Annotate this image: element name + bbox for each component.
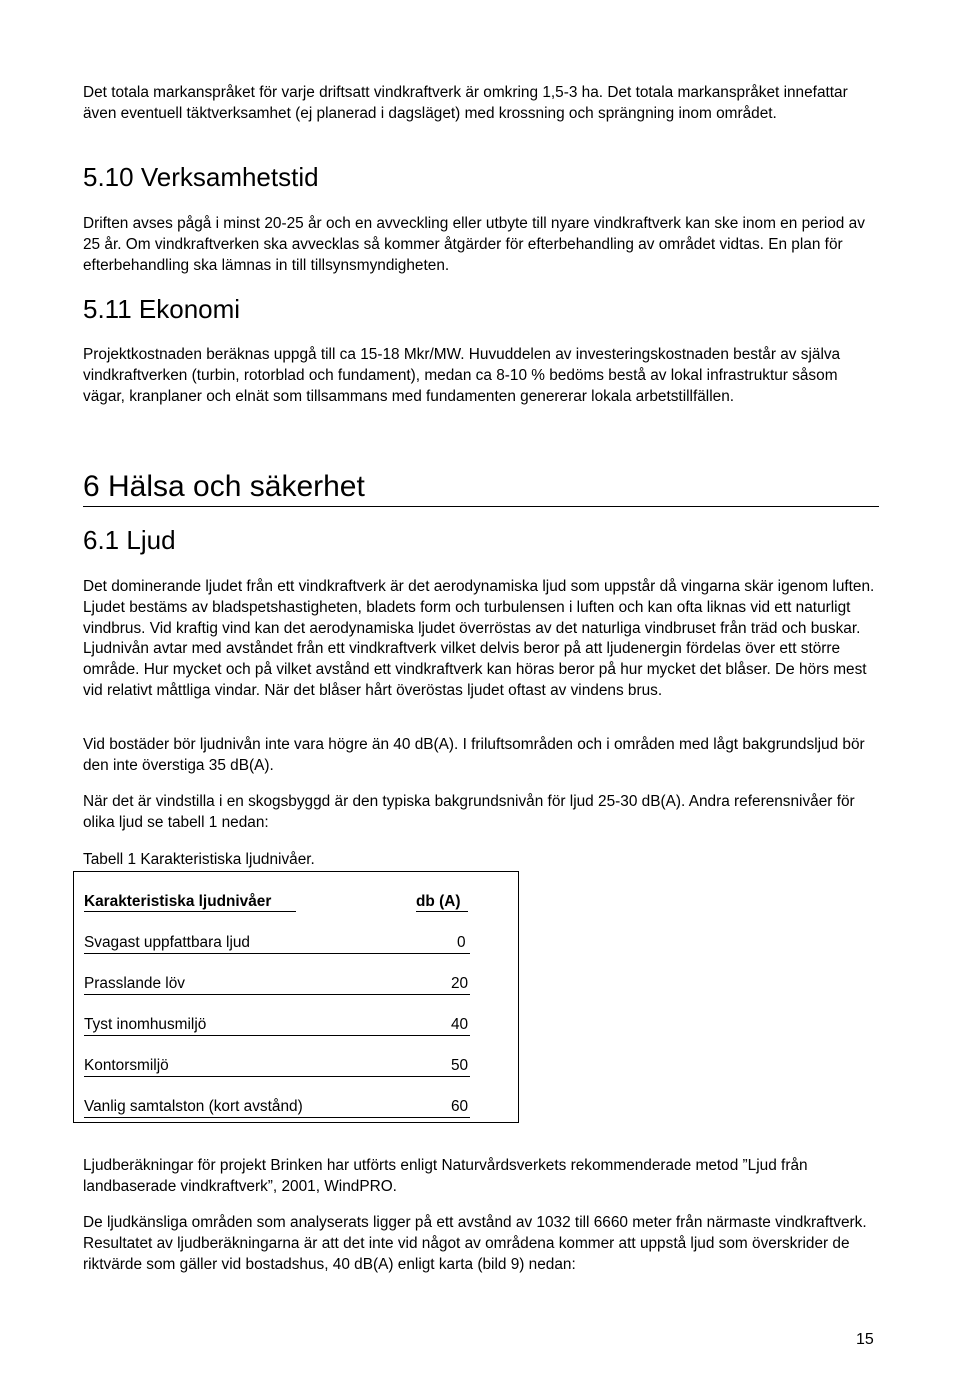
intro-paragraph: Det totala markanspråket för varje driftsatt vindkraftverk är omkring 1,5-3 ha. Det totala markanspråket innefattar även eventuell täktverksamhet (ej planerad i dagsläget) med krossning och sprängning inom området.: [83, 84, 848, 122]
table-row-label: Tyst inomhusmiljö: [84, 1016, 207, 1033]
table-row-label: Prasslande löv: [84, 975, 185, 992]
paragraph-5-11: Projektkostnaden beräknas uppgå till ca 15-18 Mkr/MW. Huvuddelen av investeringskostnaden består av själva vindkraftverken (turbin, rotorblad och fundament), medan ca 8-10 % bedöms bestå av lokal infrastruktur såsom vägar, kranplaner och elnät som tillsammans med fundamenten genererar lokala arbetstillfällen.: [83, 346, 841, 405]
table-row-value: 20: [451, 975, 469, 992]
paragraph-5-10: Driften avses pågå i minst 20-25 år och en avveckling eller utbyte till nyare vindkraftverk kan ske inom en period av 25 år. Om vindkraftverken ska avvecklas så kommer åtgärder för efterbehandling av området vidtas. En plan för efterbehandling ska lämnas in till tillsynsmyndigheten.: [83, 215, 865, 274]
table-header-label: Karakteristiska ljudnivåer: [84, 893, 272, 910]
page-number: 15: [856, 1331, 874, 1348]
sound-level-table: [73, 871, 519, 1123]
table-row-label: Vanlig samtalston (kort avstånd): [84, 1098, 303, 1115]
heading-divider: [83, 506, 879, 507]
table-row-line: [84, 953, 470, 954]
table-header-underline: [416, 911, 468, 912]
table-header-value: db (A): [416, 893, 461, 910]
heading-5-10: 5.10 Verksamhetstid: [83, 162, 319, 192]
table-row-value: 40: [451, 1016, 469, 1033]
table-row-value: 50: [451, 1057, 469, 1074]
table-row-label: Svagast uppfattbara ljud: [84, 934, 250, 951]
table-header-underline: [84, 911, 296, 912]
table-row-line: [84, 1117, 470, 1118]
heading-5-11: 5.11 Ekonomi: [83, 294, 241, 324]
paragraph-6-1-d: Ljudberäkningar för projekt Brinken har utförts enligt Naturvårdsverkets rekommenderade metod ”Ljud från landbaserade vindkraftverk”, 2001, WindPRO.: [83, 1157, 808, 1195]
table-caption: Tabell 1 Karakteristiska ljudnivåer.: [83, 851, 315, 868]
paragraph-6-1-a: Det dominerande ljudet från ett vindkraftverk är det aerodynamiska ljud som uppstår då vingarna skär igenom luften. Ljudet bestäms av bladspetshastigheten, bladets form och turbulensen i luften och kan ofta liknas vid ett naturligt vindbrus. Vid kraftig vind kan det aerodynamiska ljudet överröstas av det naturliga vindbruset från träd och buskar. Ljudnivån avtar med avståndet från ett vindkraftverk vilket delvis beror på att ljudenergin fördelas över ett större område. Hur mycket och på vilket avstånd ett vindkraftverk kan höras beror på hur mycket det blåser. De hörs mest vid relativt måttliga vindar. När det blåser hårt överöstas ljudet oftast av vindens brus.: [83, 578, 875, 699]
table-row-line: [84, 1076, 470, 1077]
table-row-value: 60: [451, 1098, 469, 1115]
paragraph-6-1-b: Vid bostäder bör ljudnivån inte vara högre än 40 dB(A). I friluftsområden och i områden med lågt bakgrundsljud bör den inte överstiga 35 dB(A).: [83, 736, 865, 774]
table-row-line: [84, 994, 470, 995]
table-row-line: [84, 1035, 470, 1036]
paragraph-6-1-c: När det är vindstilla i en skogsbyggd är den typiska bakgrundsnivån för ljud 25-30 dB(A). Andra referensnivåer för olika ljud se tabell 1 nedan:: [83, 793, 855, 831]
heading-6-1: 6.1 Ljud: [83, 525, 176, 555]
heading-6: 6 Hälsa och säkerhet: [83, 470, 365, 503]
paragraph-6-1-e: De ljudkänsliga områden som analyserats ligger på ett avstånd av 1032 till 6660 meter från närmaste vindkraftverk. Resultatet av ljudberäkningarna är att det inte vid något av områdena kommer att uppstå ljud som överskrider de riktvärde som gäller vid bostadshus, 40 dB(A) enligt karta (bild 9) nedan:: [83, 1214, 867, 1273]
table-row-value: 0: [457, 934, 466, 951]
table-row-label: Kontorsmiljö: [84, 1057, 169, 1074]
